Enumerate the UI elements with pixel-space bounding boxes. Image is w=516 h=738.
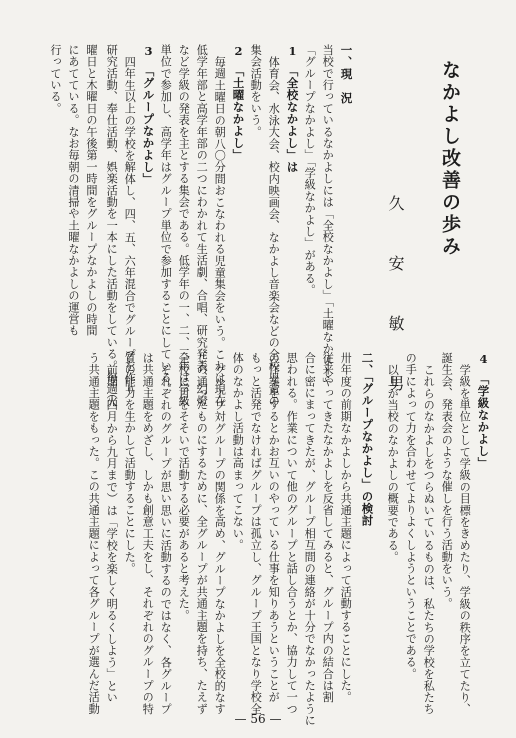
- body-line: は共通主題をめざし、しかも創意工夫をし、それぞれのグループの特: [141, 352, 155, 715]
- body-line: 質の能力を生かして活動することにした。: [123, 352, 137, 575]
- subheading-saturday: 2 「土曜なかよし」: [231, 44, 246, 161]
- body-line: 合に密にまってきたが、グループ相互間の連絡が十分でなかったように: [303, 352, 317, 727]
- body-line: の作業をするとかお互いのやっている仕事を知りあうということが: [267, 352, 281, 703]
- subheading-group: 3 「グループなかよし」: [141, 44, 156, 185]
- body-line: など学級の発表を主とする集会である。低学年の一、二、三年は学級: [177, 44, 191, 407]
- article-title: なかよし改善の歩み: [439, 60, 461, 258]
- body-line: グループ対グループの関係を高め、グループなかよしを全校的なす: [213, 364, 227, 715]
- body-line: 誕生会、発表会のような催しを行う活動をいう。: [440, 352, 454, 610]
- body-line: 学級を単位として学級の目標をきめたり、学級の秩序を立てたり、: [458, 364, 472, 715]
- author-name: 久 安 敏 男: [386, 195, 405, 405]
- subheading-class: 4 「学級なかよし」: [476, 352, 491, 469]
- body-line: 前期（四月から九月まで）は「学校を楽しく明るくしよう」とい: [105, 364, 119, 704]
- body-line: 曜日と木曜日の午後第一時間をグループなかよしの時間にあてている。なお毎朝の清掃や土曜なかよしの運営も行っている。: [49, 44, 98, 337]
- page-number: — 56 —: [234, 712, 282, 726]
- body-line: 従来やってきたなかよしを反省してみると、グループ内の結合は割: [321, 352, 335, 703]
- section-heading-group-review: 二、「グループなかよし」の検討: [360, 352, 375, 527]
- section-heading-current-status: 一、現 況: [339, 44, 354, 104]
- body-line: これらのなかよしをつらぬいているものは、私たちの学校を私たち: [422, 364, 436, 715]
- body-line: 思われる。作業について他のグループと話し合うとか、協力して一つ: [285, 352, 299, 715]
- body-line: 「グループなかよし」「学級なかよし」がある。: [303, 44, 317, 296]
- body-line: 体育会、水泳大会、校内映画会、なかよし音楽会などの全校児童の: [267, 56, 281, 407]
- body-line: 当校で行っているなかよしには「全校なかよし」「土曜なかよし」: [321, 44, 335, 390]
- body-line: 集会活動をいう。: [249, 44, 263, 138]
- body-line: の手によって力を合わせてよりよくしようということである。: [404, 352, 418, 680]
- subheading-whole-school: 1 「全校なかよし」は: [285, 44, 300, 173]
- body-line: 四年生以上の学校を解体し、四、五、六年混合でグループを作り: [123, 56, 137, 396]
- body-line: 単位で参加し、高学年はグループ単位で参加することにしている。: [159, 44, 173, 395]
- body-line: それぞれのグループが思い思いに活動するのではなく、各グループ: [159, 364, 173, 715]
- body-line: 体のなかよし活動は高まってこない。: [231, 352, 245, 551]
- body-line: 以上が当校のなかよしの概要である。: [386, 364, 400, 563]
- body-line: じの通ったものにするために、全グループが共通主題を持ち、たえず: [195, 352, 209, 715]
- body-line: 毎週土曜日の朝八〇分間おこなわれる児童集会をいう。これは現在: [213, 56, 227, 407]
- body-line: う共通主題をもった。この共通主題によって各グループが選んだ活動: [87, 352, 101, 715]
- body-line: 全校に目をそそいで活動する必要があると考えた。: [177, 352, 191, 622]
- body-line: 研究活動、奉仕活動、娯楽活動を一本にした活動をしている。毎週火: [105, 44, 119, 407]
- body-line: もっと活発でなければグループは孤立し、グループ王国となり学校全: [249, 352, 263, 715]
- body-line: 卅年度の前期なかよしから共通主題によって活動することにした。: [339, 352, 353, 703]
- body-line: 低学年部と高学年部の二つにわかれて生活劇、合唱、研究発表、幻燈: [195, 44, 209, 407]
